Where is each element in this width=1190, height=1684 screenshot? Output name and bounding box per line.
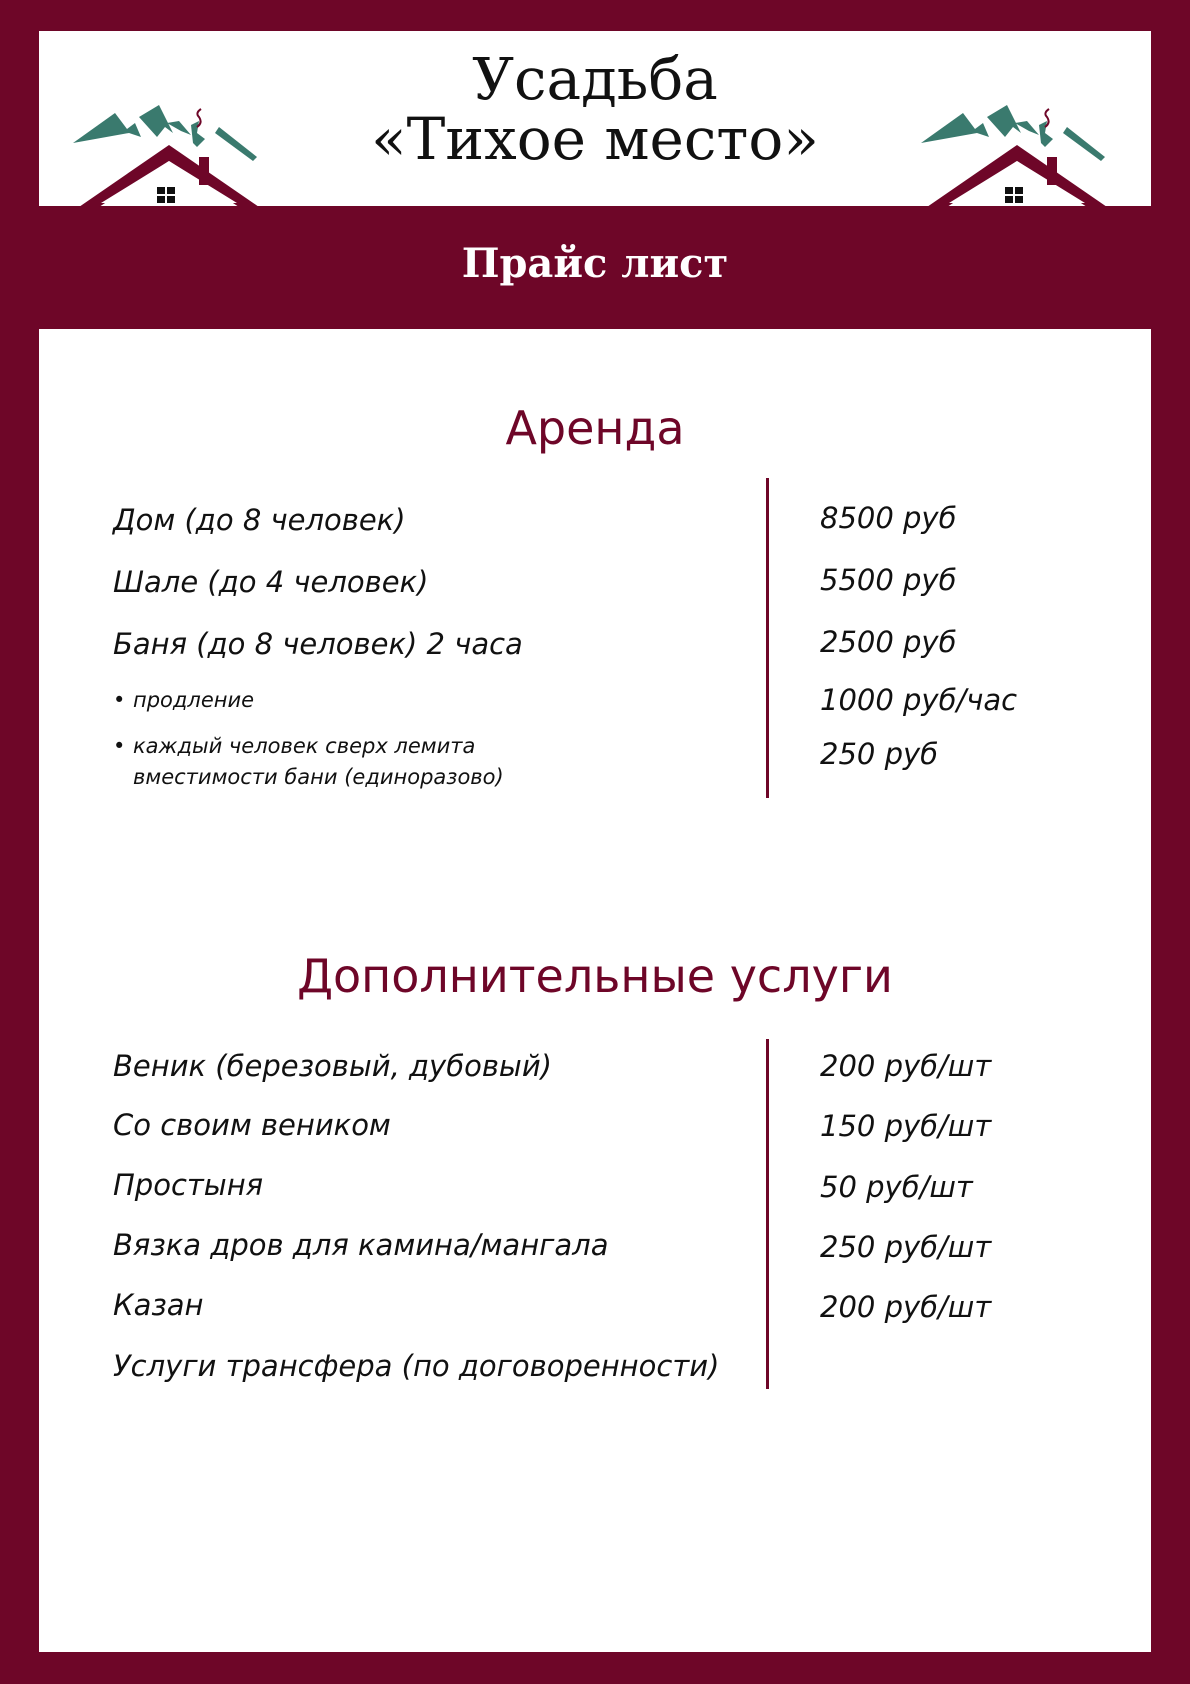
rent-price-extra-person: 250 руб [820, 737, 939, 771]
price-list-heading: Прайс лист [461, 240, 729, 287]
extras-item-kazan: Казан [113, 1288, 204, 1322]
rent-subitem-extension [113, 685, 573, 716]
rent-price-house: 8500 руб [820, 501, 957, 535]
bullet-icon: • [113, 688, 126, 712]
title-line-1: Усадьба [472, 45, 718, 113]
extras-section-title: Дополнительные услуги [297, 949, 893, 1003]
extras-divider [766, 1039, 769, 1389]
rent-item-sauna: Баня (до 8 человек) 2 часа [113, 627, 523, 661]
rent-price-sauna: 2500 руб [820, 625, 957, 659]
rent-item-chalet: Шале (до 4 человек) [113, 565, 429, 599]
extras-price-firewood: 250 руб/шт [820, 1230, 992, 1264]
extras-price-own-venik: 150 руб/шт [820, 1109, 992, 1143]
header-panel [39, 31, 1151, 206]
content-panel [39, 329, 1151, 1652]
rent-subitem-extra-person-label: каждый человек сверх лемита вместимости бани (единоразово) [133, 734, 504, 789]
extras-price-venik: 200 руб/шт [820, 1049, 992, 1083]
page-title [239, 45, 951, 173]
extras-item-firewood: Вязка дров для камина/мангала [113, 1228, 609, 1262]
rent-subitem-extra-person [113, 731, 573, 793]
rent-divider [766, 478, 769, 798]
rent-subitem-extension-label: продление [133, 688, 255, 712]
extras-price-sheet: 50 руб/шт [820, 1170, 973, 1204]
rent-item-house: Дом (до 8 человек) [113, 503, 406, 537]
extras-item-transfer: Услуги трансфера (по договоренности) [113, 1349, 720, 1383]
title-line-2: «Тихое место» [371, 105, 819, 173]
rent-price-chalet: 5500 руб [820, 563, 957, 597]
rent-price-extension: 1000 руб/час [820, 683, 1018, 717]
house-mountain-logo [917, 97, 1127, 207]
rent-section-title: Аренда [505, 401, 685, 455]
extras-item-sheet: Простыня [113, 1168, 264, 1202]
extras-item-venik: Веник (березовый, дубовый) [113, 1049, 552, 1083]
extras-item-own-venik: Со своим веником [113, 1108, 391, 1142]
extras-price-kazan: 200 руб/шт [820, 1290, 992, 1324]
bullet-icon: • [113, 734, 126, 758]
